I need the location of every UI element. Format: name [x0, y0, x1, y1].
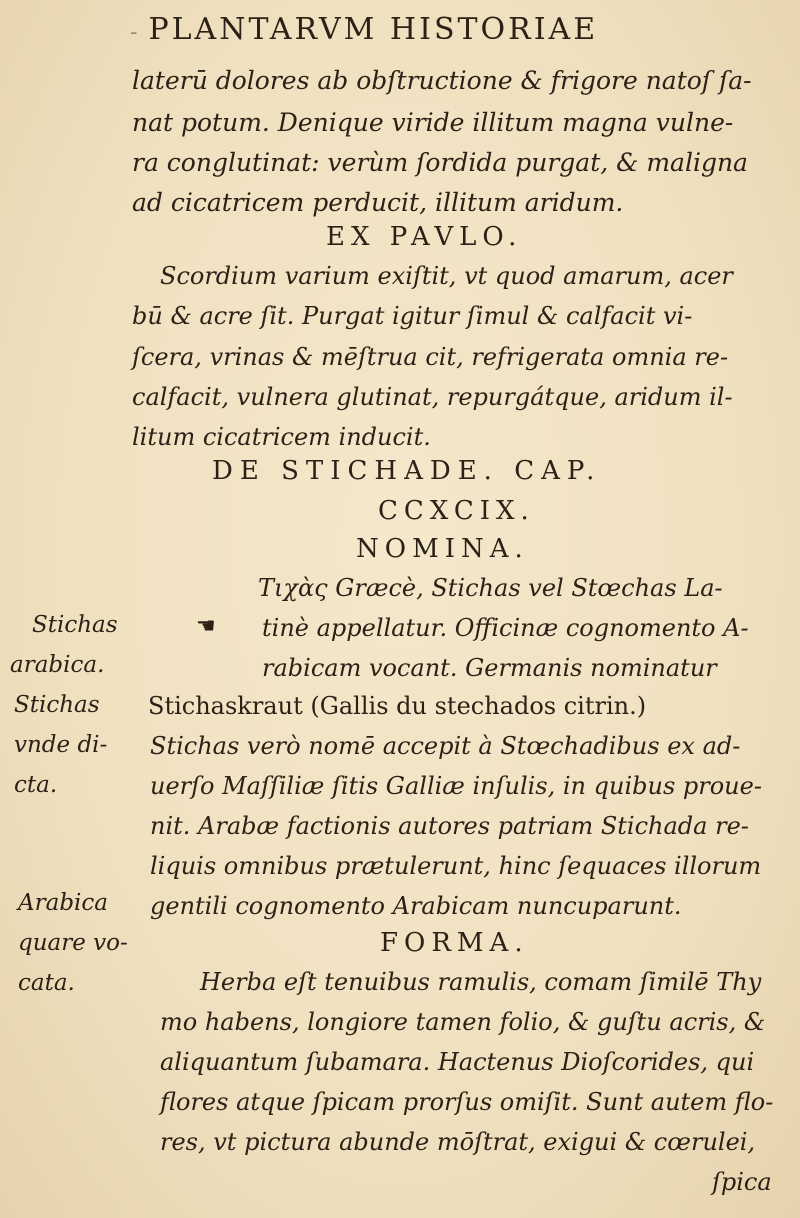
body-line: mo habens, longiore tamen folio, & guſtu acris, & — [160, 1008, 766, 1036]
body-line: aliquantum ſubamara. Hactenus Dioſcorides, qui — [160, 1048, 755, 1076]
body-line: litum cicatricem inducit. — [132, 423, 431, 451]
body-line: gentili cognomento Arabicam nuncuparunt. — [150, 892, 682, 920]
header-dash: - — [130, 20, 141, 45]
section-heading: NOMINA. — [356, 534, 529, 564]
body-line: calfacit, vulnera glutinat, repurgátque, aridum il- — [132, 383, 733, 411]
body-line: uerſo Maſſiliæ ſitis Galliæ inſulis, in quibus proue- — [150, 772, 762, 800]
margin-note: arabica. — [10, 652, 105, 678]
catchword: ſpica — [712, 1168, 772, 1196]
body-line: bū & acre ſit. Purgat igitur ſimul & calfacit vi- — [132, 302, 693, 330]
body-line: ad cicatricem perducit, illitum aridum. — [132, 188, 624, 217]
section-heading: FORMA. — [380, 928, 529, 958]
margin-note: Stichas — [32, 612, 118, 638]
body-line: Τιχὰς Græcè, Stichas vel Stœchas La- — [258, 574, 723, 602]
margin-note: Stichas — [14, 692, 100, 718]
body-line: nat potum. Denique viride illitum magna vulne- — [132, 108, 734, 137]
body-line: flores atque ſpicam prorſus omiſit. Sunt autem flo- — [160, 1088, 774, 1116]
chapter-heading: DE STICHADE. CAP. — [212, 456, 602, 486]
margin-note: cta. — [14, 772, 58, 798]
body-line: res, vt pictura abunde mōſtrat, exigui & cœrulei, — [160, 1128, 756, 1156]
chapter-number: CCXCIX. — [378, 496, 535, 526]
body-line: rabicam vocant. Germanis nominatur — [262, 654, 717, 682]
margin-note: vnde di- — [14, 732, 108, 758]
running-header-title: PLANTARVM HISTORIAE — [148, 12, 599, 47]
body-line: liquis omnibus prætulerunt, hinc ſequaces illorum — [150, 852, 762, 880]
running-header — [130, 12, 690, 47]
body-line: ra conglutinat: verùm ſordida purgat, & maligna — [132, 148, 748, 177]
margin-note: quare vo- — [18, 930, 128, 956]
section-heading: EX PAVLO. — [326, 222, 523, 252]
body-line: Scordium varium exiſtit, vt quod amarum, acer — [160, 262, 733, 290]
body-line: ſcera, vrinas & mēſtrua cit, refrigerata omnia re- — [132, 343, 729, 371]
body-line: laterū dolores ab obſtructione & frigore natoſ ſa- — [132, 66, 752, 95]
body-line: tinè appellatur. Officinæ cognomento A- — [262, 614, 749, 642]
pointing-hand-icon: ☚ — [196, 614, 216, 639]
body-line: Herba eſt tenuibus ramulis, comam ſimilē Thy — [200, 968, 762, 996]
body-line: Stichaskraut (Gallis du stechados citrin.) — [148, 692, 647, 720]
body-line: Stichas verò nomē accepit à Stœchadibus ex ad- — [150, 732, 741, 760]
margin-note: cata. — [18, 970, 75, 996]
body-line: nit. Arabæ factionis autores patriam Stichada re- — [150, 812, 749, 840]
margin-note: Arabica — [18, 890, 108, 916]
